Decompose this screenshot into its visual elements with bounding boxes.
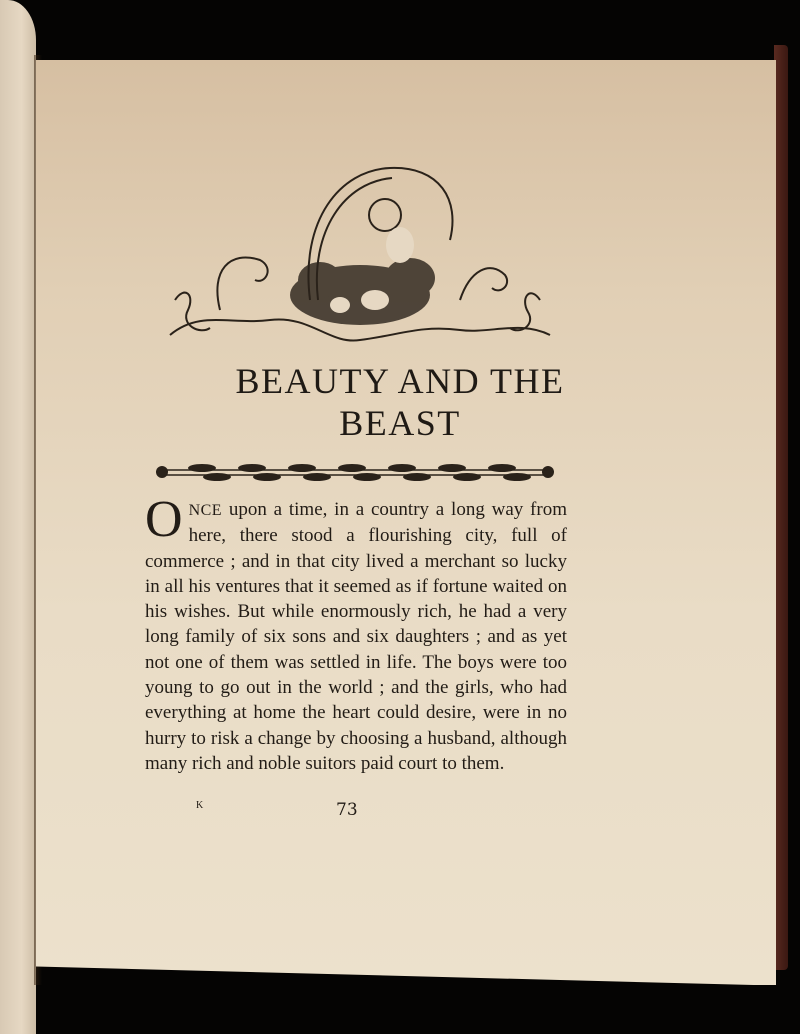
story-paragraph xyxy=(145,491,567,776)
signature-mark: K xyxy=(196,800,204,811)
drop-cap: O xyxy=(145,491,183,548)
opening-small-caps: NCE xyxy=(188,502,223,519)
book-cover-edge xyxy=(774,45,788,970)
ornamental-headpiece-icon xyxy=(160,160,560,360)
left-page-edge xyxy=(0,0,36,1034)
chapter-title-line-2: BEAST xyxy=(339,403,461,443)
chapter-title-line-1: BEAUTY AND THE xyxy=(235,361,565,401)
paragraph-text: upon a time, in a country a long way from here, there stood a flourishing city, full of commerce ; and in that city lived a merchant so lucky in all his ventures that it seemed as if fortune waited on his wishes. But while enormously rich, he had a very long family of six sons and six daughters ; and as yet not one of them was settled in life. The boys were too young to go out in the world ; and the girls, who had everything at home the heart could desire, were in no hurry to risk a change by choosing a husband, although many rich and noble suitors paid court to them. xyxy=(145,499,567,774)
page-number: 73 xyxy=(336,800,358,820)
laurel-divider-icon xyxy=(152,460,558,484)
